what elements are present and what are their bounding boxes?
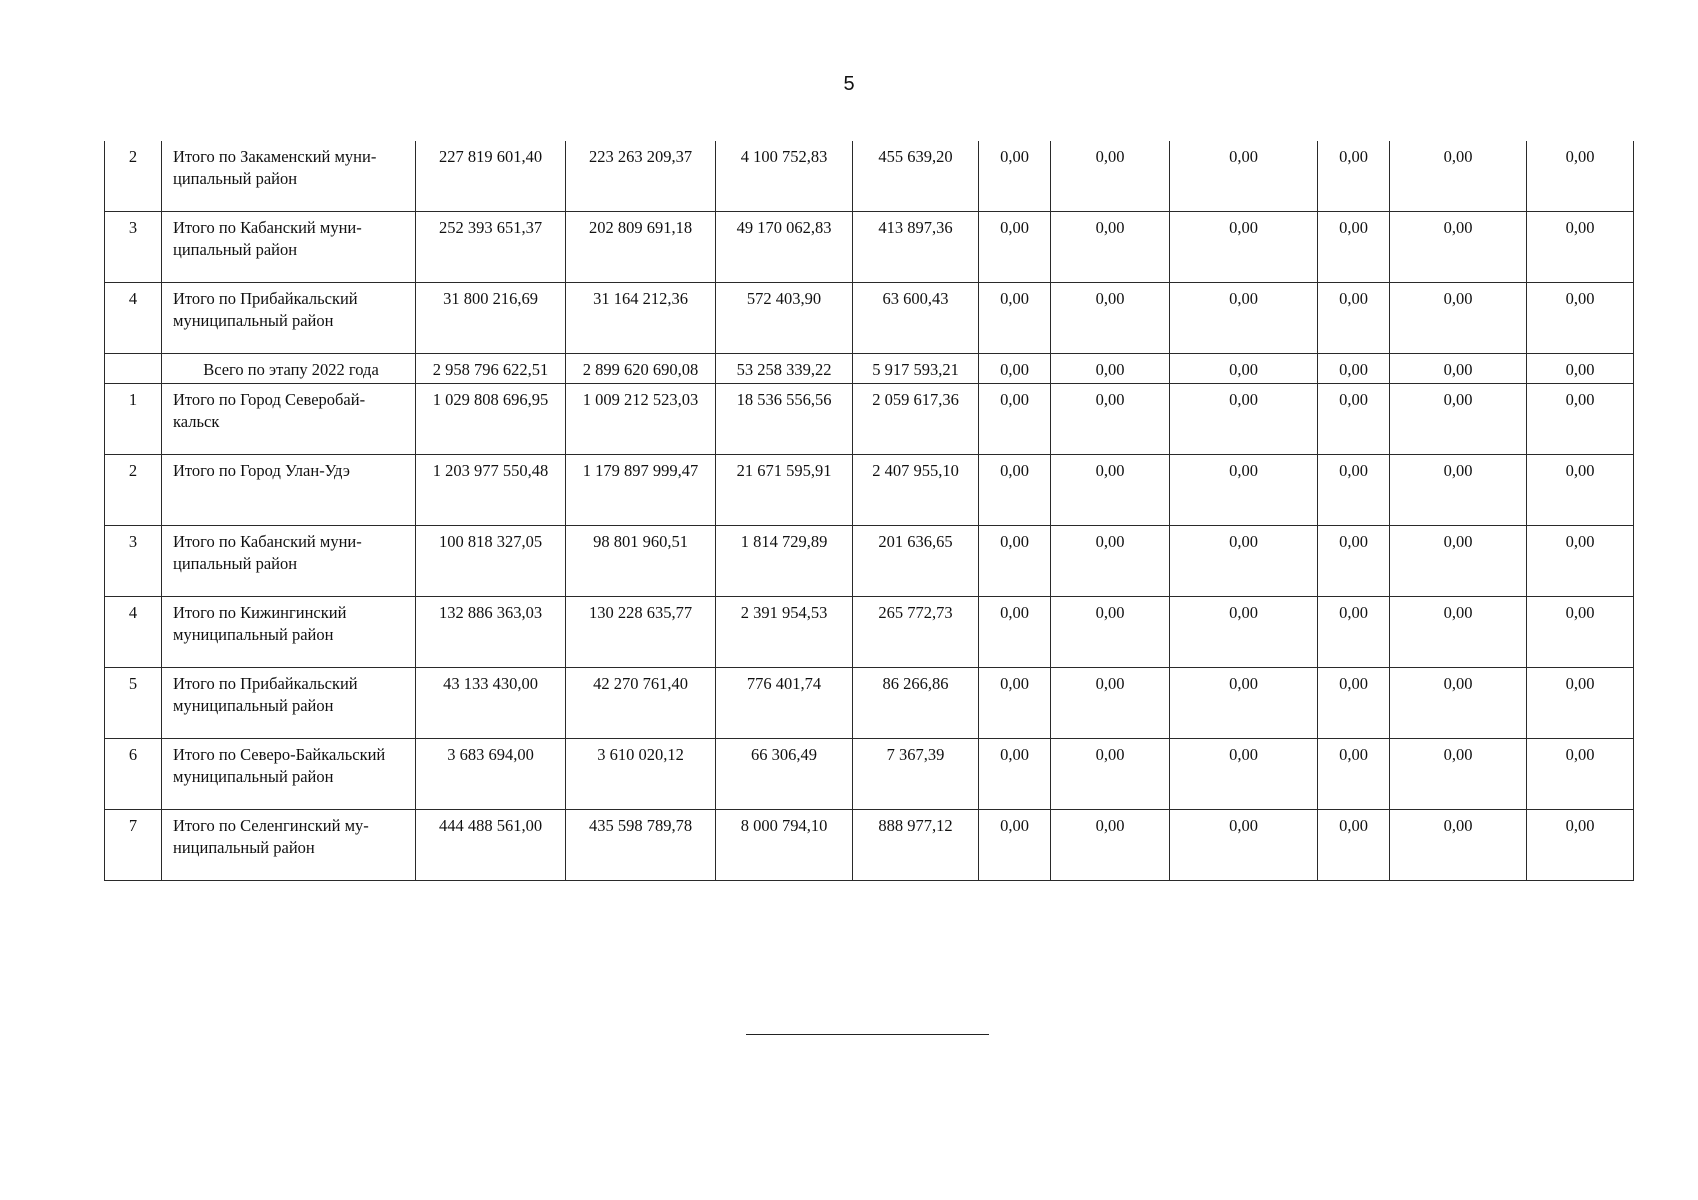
cell-value: 0,00 <box>1390 810 1527 881</box>
end-of-document-line <box>746 1034 989 1035</box>
row-name: Итого по Кижингинский муниципальный район <box>162 597 416 668</box>
cell-value: 5 917 593,21 <box>853 354 979 384</box>
cell-value: 0,00 <box>1527 283 1634 354</box>
table-row <box>105 810 1634 881</box>
cell-value: 3 683 694,00 <box>416 739 566 810</box>
cell-value: 0,00 <box>1051 212 1170 283</box>
cell-value: 0,00 <box>1527 354 1634 384</box>
cell-value: 2 059 617,36 <box>853 384 979 455</box>
cell-value: 0,00 <box>1527 668 1634 739</box>
cell-value: 0,00 <box>1390 739 1527 810</box>
cell-value: 455 639,20 <box>853 141 979 212</box>
cell-value: 0,00 <box>1318 668 1390 739</box>
cell-value: 2 391 954,53 <box>716 597 853 668</box>
cell-value: 0,00 <box>1170 597 1318 668</box>
cell-value: 435 598 789,78 <box>566 810 716 881</box>
cell-value: 227 819 601,40 <box>416 141 566 212</box>
row-number: 5 <box>105 668 162 739</box>
row-name: Итого по Кабанский муни-ципальный район <box>162 212 416 283</box>
cell-value: 0,00 <box>1527 597 1634 668</box>
table-row <box>105 597 1634 668</box>
cell-value: 0,00 <box>979 526 1051 597</box>
cell-value: 201 636,65 <box>853 526 979 597</box>
cell-value: 0,00 <box>1051 810 1170 881</box>
cell-value: 776 401,74 <box>716 668 853 739</box>
cell-value: 98 801 960,51 <box>566 526 716 597</box>
cell-value: 0,00 <box>1390 668 1527 739</box>
row-name: Итого по Город Улан-Удэ <box>162 455 416 526</box>
cell-value: 0,00 <box>1390 455 1527 526</box>
cell-value: 0,00 <box>1318 283 1390 354</box>
cell-value: 18 536 556,56 <box>716 384 853 455</box>
cell-value: 0,00 <box>1318 354 1390 384</box>
cell-value: 0,00 <box>1390 597 1527 668</box>
cell-value: 444 488 561,00 <box>416 810 566 881</box>
cell-value: 0,00 <box>1527 141 1634 212</box>
row-name: Итого по Прибайкальский муниципальный район <box>162 668 416 739</box>
cell-value: 0,00 <box>1051 455 1170 526</box>
cell-value: 49 170 062,83 <box>716 212 853 283</box>
cell-value: 43 133 430,00 <box>416 668 566 739</box>
table-row <box>105 739 1634 810</box>
cell-value: 0,00 <box>979 212 1051 283</box>
table-row <box>105 141 1634 212</box>
cell-value: 3 610 020,12 <box>566 739 716 810</box>
cell-value: 0,00 <box>1390 283 1527 354</box>
cell-value: 0,00 <box>1170 526 1318 597</box>
cell-value: 31 164 212,36 <box>566 283 716 354</box>
table-row <box>105 455 1634 526</box>
page-number: 5 <box>843 73 855 95</box>
cell-value: 0,00 <box>979 141 1051 212</box>
table-row <box>105 668 1634 739</box>
cell-value: 0,00 <box>1170 354 1318 384</box>
row-number: 3 <box>105 526 162 597</box>
cell-value: 66 306,49 <box>716 739 853 810</box>
table-row <box>105 212 1634 283</box>
cell-value: 86 266,86 <box>853 668 979 739</box>
row-name: Итого по Селенгинский му-ниципальный район <box>162 810 416 881</box>
cell-value: 0,00 <box>1318 526 1390 597</box>
cell-value: 0,00 <box>1318 810 1390 881</box>
cell-value: 2 958 796 622,51 <box>416 354 566 384</box>
cell-value: 0,00 <box>1318 455 1390 526</box>
cell-value: 0,00 <box>1527 810 1634 881</box>
cell-value: 53 258 339,22 <box>716 354 853 384</box>
cell-value: 0,00 <box>979 668 1051 739</box>
cell-value: 0,00 <box>1051 668 1170 739</box>
cell-value: 0,00 <box>1170 384 1318 455</box>
cell-value: 0,00 <box>1051 384 1170 455</box>
cell-value: 0,00 <box>1051 597 1170 668</box>
cell-value: 0,00 <box>1051 354 1170 384</box>
cell-value: 2 899 620 690,08 <box>566 354 716 384</box>
cell-value: 0,00 <box>1318 212 1390 283</box>
row-name: Всего по этапу 2022 года <box>162 354 416 384</box>
cell-value: 1 203 977 550,48 <box>416 455 566 526</box>
row-number: 3 <box>105 212 162 283</box>
row-number <box>105 354 162 384</box>
cell-value: 413 897,36 <box>853 212 979 283</box>
cell-value: 0,00 <box>1170 283 1318 354</box>
cell-value: 0,00 <box>1318 384 1390 455</box>
cell-value: 0,00 <box>1051 526 1170 597</box>
cell-value: 0,00 <box>1051 739 1170 810</box>
cell-value: 0,00 <box>1527 455 1634 526</box>
cell-value: 0,00 <box>1390 526 1527 597</box>
cell-value: 223 263 209,37 <box>566 141 716 212</box>
row-number: 4 <box>105 597 162 668</box>
row-number: 7 <box>105 810 162 881</box>
row-number: 2 <box>105 455 162 526</box>
row-number: 6 <box>105 739 162 810</box>
cell-value: 1 814 729,89 <box>716 526 853 597</box>
cell-value: 0,00 <box>1527 739 1634 810</box>
row-number: 2 <box>105 141 162 212</box>
cell-value: 1 179 897 999,47 <box>566 455 716 526</box>
cell-value: 31 800 216,69 <box>416 283 566 354</box>
cell-value: 252 393 651,37 <box>416 212 566 283</box>
table-row <box>105 526 1634 597</box>
cell-value: 0,00 <box>979 455 1051 526</box>
cell-value: 265 772,73 <box>853 597 979 668</box>
cell-value: 0,00 <box>1170 141 1318 212</box>
cell-value: 0,00 <box>1170 810 1318 881</box>
table-row <box>105 283 1634 354</box>
cell-value: 0,00 <box>979 384 1051 455</box>
cell-value: 0,00 <box>979 283 1051 354</box>
table-row-total <box>105 354 1634 384</box>
cell-value: 132 886 363,03 <box>416 597 566 668</box>
cell-value: 0,00 <box>1527 212 1634 283</box>
cell-value: 0,00 <box>1051 283 1170 354</box>
cell-value: 21 671 595,91 <box>716 455 853 526</box>
cell-value: 42 270 761,40 <box>566 668 716 739</box>
cell-value: 572 403,90 <box>716 283 853 354</box>
cell-value: 0,00 <box>979 810 1051 881</box>
row-number: 4 <box>105 283 162 354</box>
cell-value: 1 029 808 696,95 <box>416 384 566 455</box>
cell-value: 0,00 <box>1170 455 1318 526</box>
data-table <box>104 141 1634 881</box>
cell-value: 63 600,43 <box>853 283 979 354</box>
cell-value: 0,00 <box>1318 739 1390 810</box>
cell-value: 1 009 212 523,03 <box>566 384 716 455</box>
cell-value: 0,00 <box>1170 212 1318 283</box>
cell-value: 130 228 635,77 <box>566 597 716 668</box>
cell-value: 0,00 <box>979 597 1051 668</box>
cell-value: 100 818 327,05 <box>416 526 566 597</box>
cell-value: 0,00 <box>1390 354 1527 384</box>
cell-value: 0,00 <box>1170 668 1318 739</box>
cell-value: 0,00 <box>1390 212 1527 283</box>
row-number: 1 <box>105 384 162 455</box>
cell-value: 0,00 <box>979 739 1051 810</box>
row-name: Итого по Город Северобай-кальск <box>162 384 416 455</box>
cell-value: 2 407 955,10 <box>853 455 979 526</box>
cell-value: 0,00 <box>1527 526 1634 597</box>
row-name: Итого по Закаменский муни-ципальный район <box>162 141 416 212</box>
row-name: Итого по Северо-Байкальский муниципальный район <box>162 739 416 810</box>
cell-value: 0,00 <box>1390 141 1527 212</box>
cell-value: 202 809 691,18 <box>566 212 716 283</box>
cell-value: 0,00 <box>1170 739 1318 810</box>
cell-value: 0,00 <box>1318 597 1390 668</box>
cell-value: 7 367,39 <box>853 739 979 810</box>
cell-value: 0,00 <box>1390 384 1527 455</box>
cell-value: 8 000 794,10 <box>716 810 853 881</box>
cell-value: 0,00 <box>979 354 1051 384</box>
table-row <box>105 384 1634 455</box>
row-name: Итого по Кабанский муни-ципальный район <box>162 526 416 597</box>
row-name: Итого по Прибайкальский муниципальный район <box>162 283 416 354</box>
cell-value: 888 977,12 <box>853 810 979 881</box>
cell-value: 0,00 <box>1527 384 1634 455</box>
cell-value: 0,00 <box>1318 141 1390 212</box>
cell-value: 0,00 <box>1051 141 1170 212</box>
cell-value: 4 100 752,83 <box>716 141 853 212</box>
